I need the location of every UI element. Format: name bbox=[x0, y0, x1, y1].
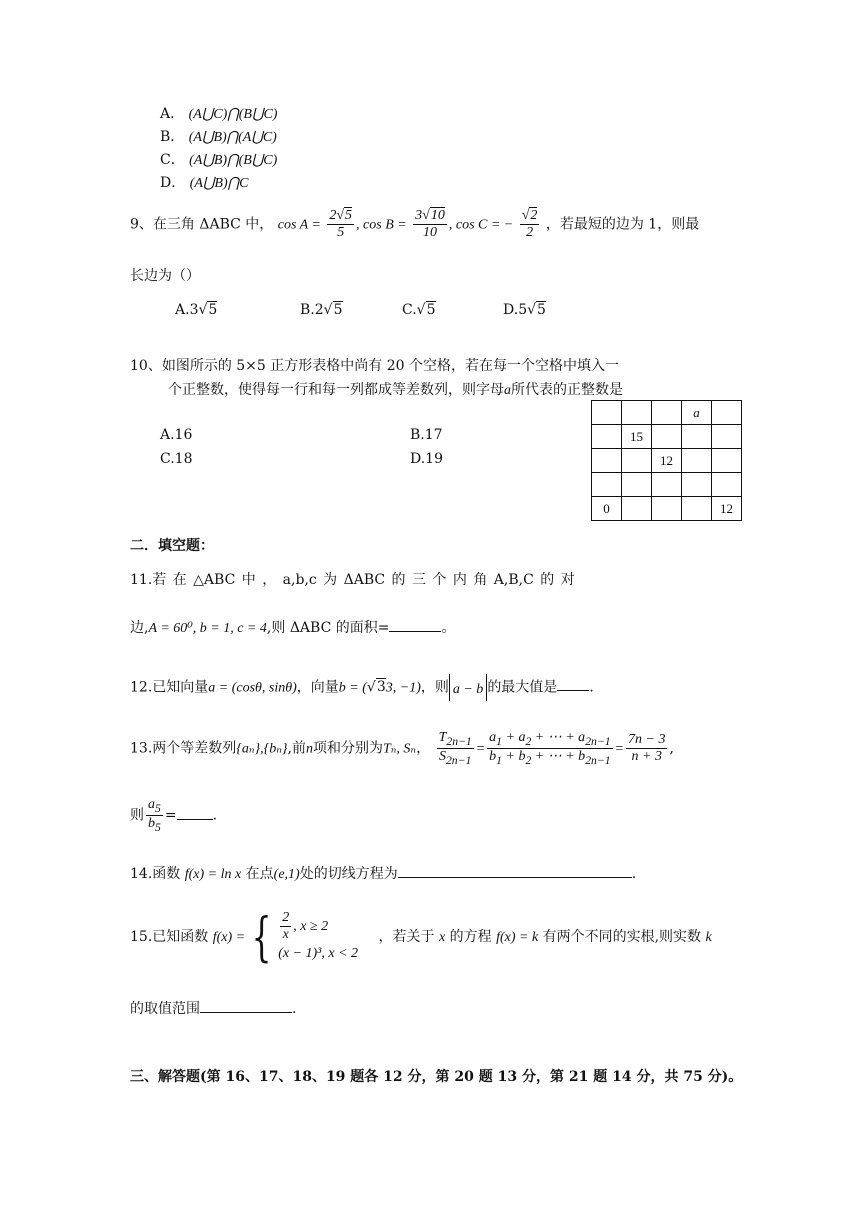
q9-option-d: D.5√5 bbox=[503, 302, 546, 318]
q13-line2: 则 $\frac{a_5}{b_5}$ = . bbox=[130, 797, 218, 835]
grid-cell bbox=[622, 449, 652, 473]
section-3-heading: 三、解答题(第 16、17、18、19 题各 12 分，第 20 题 13 分，第 21 题 14 分，共 75 分)。 bbox=[130, 1069, 743, 1085]
q9-option-b: B.2√5 bbox=[300, 302, 343, 318]
q8-option-c: C． (A⋃B)⋂(B⋃C) bbox=[160, 152, 278, 168]
grid-cell bbox=[652, 473, 682, 497]
q10-option-c: C.18 bbox=[160, 451, 193, 467]
answer-blank[interactable] bbox=[389, 617, 441, 632]
grid-cell bbox=[652, 497, 682, 521]
fraction: $\frac{T_{2n-1}}{S_{2n-1}}$ bbox=[438, 730, 472, 768]
q10-grid bbox=[591, 400, 742, 521]
q10-option-d: D.19 bbox=[410, 451, 443, 467]
section-2-heading: 二．填空题： bbox=[130, 538, 214, 554]
q15-line1: 15.已知函数 f(x) = { $\frac{2}{x}$ , x ≥ 2 (x − 1)³, x < 2 ，若关于 x 的方程 f(x) = k 有两个不同的实根,则实数 k bbox=[130, 907, 712, 968]
grid-cell: 12 bbox=[712, 497, 742, 521]
fraction: $\frac{7n - 3}{n + 3}$ bbox=[628, 732, 666, 765]
q10-option-b: B.17 bbox=[410, 427, 443, 443]
q8-option-a: A． (A⋃C)⋂(B⋃C) bbox=[160, 106, 278, 122]
q10-option-a: A.16 bbox=[160, 427, 193, 443]
answer-blank[interactable] bbox=[200, 998, 292, 1013]
grid-cell: 12 bbox=[652, 449, 682, 473]
grid-cell bbox=[622, 497, 652, 521]
grid-cell bbox=[712, 425, 742, 449]
q13-line1: 13.两个等差数列{aₙ},{bₙ},前n项和分别为Tₙ, Sₙ， $\frac{T_{2n-1}}{S_{2n-1}}$ = $\frac{a_1 + a_2 + \cdots + a_{2n-1}}{b_1 + b_2 + \cdots + b_{2n-1}}$ = $\frac{7n - 3}{n + 3}$ , bbox=[130, 730, 674, 768]
grid-cell bbox=[592, 449, 622, 473]
grid-cell: 15 bbox=[622, 425, 652, 449]
q11-line2: 边,A = 60⁰, b = 1, c = 4,则 ΔABC 的面积= 。 bbox=[130, 617, 455, 638]
grid-cell bbox=[592, 425, 622, 449]
grid-cell: 0 bbox=[592, 497, 622, 521]
answer-blank[interactable] bbox=[557, 676, 589, 691]
grid-cell bbox=[622, 401, 652, 425]
grid-cell bbox=[712, 401, 742, 425]
grid-cell bbox=[652, 425, 682, 449]
q12-line: 12.已知向量a = (cosθ, sinθ)，向量b = (√33, −1)，则 a − b 的最大值是 . bbox=[130, 674, 594, 701]
fraction: $\frac{a_5}{b_5}$ bbox=[148, 797, 161, 835]
grid-cell bbox=[622, 473, 652, 497]
q9-line2: 长边为（） bbox=[130, 268, 200, 284]
answer-blank[interactable] bbox=[398, 863, 632, 878]
grid-cell bbox=[682, 425, 712, 449]
q10-line2: 个正整数，使得每一行和每一列都成等差数列，则字母a所代表的正整数是 bbox=[168, 382, 623, 398]
fraction: $\frac{a_1 + a_2 + \cdots + a_{2n-1}}{b_1 + b_2 + \cdots + b_{2n-1}}$ bbox=[489, 730, 611, 768]
grid-cell bbox=[652, 401, 682, 425]
grid-cell bbox=[712, 449, 742, 473]
q11-line1: 11.若 在 △ABC 中 ， a,b,c 为 ΔABC 的 三 个 内 角 A,B,C 的 对 bbox=[130, 572, 575, 588]
q15-line2: 的取值范围 . bbox=[130, 998, 296, 1018]
q10-line1: 10、如图所示的 5×5 正方形表格中尚有 20 个空格，若在每一个空格中填入一 bbox=[130, 358, 619, 374]
grid-cell bbox=[592, 401, 622, 425]
q9-line1: 9、在三角 ΔABC 中， cos A = $\frac{2√5}{5}$ , cos B = $\frac{3√10}{10}$ , cos C = − $\frac{√2}{2}$ ，若最短的边为 1，则最 bbox=[130, 208, 700, 241]
grid-cell bbox=[682, 473, 712, 497]
grid-cell: a bbox=[682, 401, 712, 425]
answer-blank[interactable] bbox=[177, 805, 213, 820]
q9-option-a: A.3√5 bbox=[175, 302, 218, 318]
grid-cell bbox=[682, 497, 712, 521]
fraction: $\frac{2√5}{5}$ bbox=[329, 208, 353, 241]
q9-option-c: C.√5 bbox=[402, 302, 436, 318]
grid-cell bbox=[712, 473, 742, 497]
q14-line: 14.函数 f(x) = ln x 在点(e,1)处的切线方程为 . bbox=[130, 863, 636, 884]
grid-cell bbox=[682, 449, 712, 473]
q8-option-d: D． (A⋃B)⋂C bbox=[160, 175, 249, 191]
piecewise-cases: $\frac{2}{x}$ , x ≥ 2 (x − 1)³, x < 2 bbox=[278, 910, 359, 962]
q8-option-b: B． (A⋃B)⋂(A⋃C) bbox=[160, 129, 277, 145]
grid-cell bbox=[592, 473, 622, 497]
fraction: $\frac{3√10}{10}$ bbox=[415, 208, 445, 241]
fraction: $\frac{√2}{2}$ bbox=[521, 208, 538, 241]
